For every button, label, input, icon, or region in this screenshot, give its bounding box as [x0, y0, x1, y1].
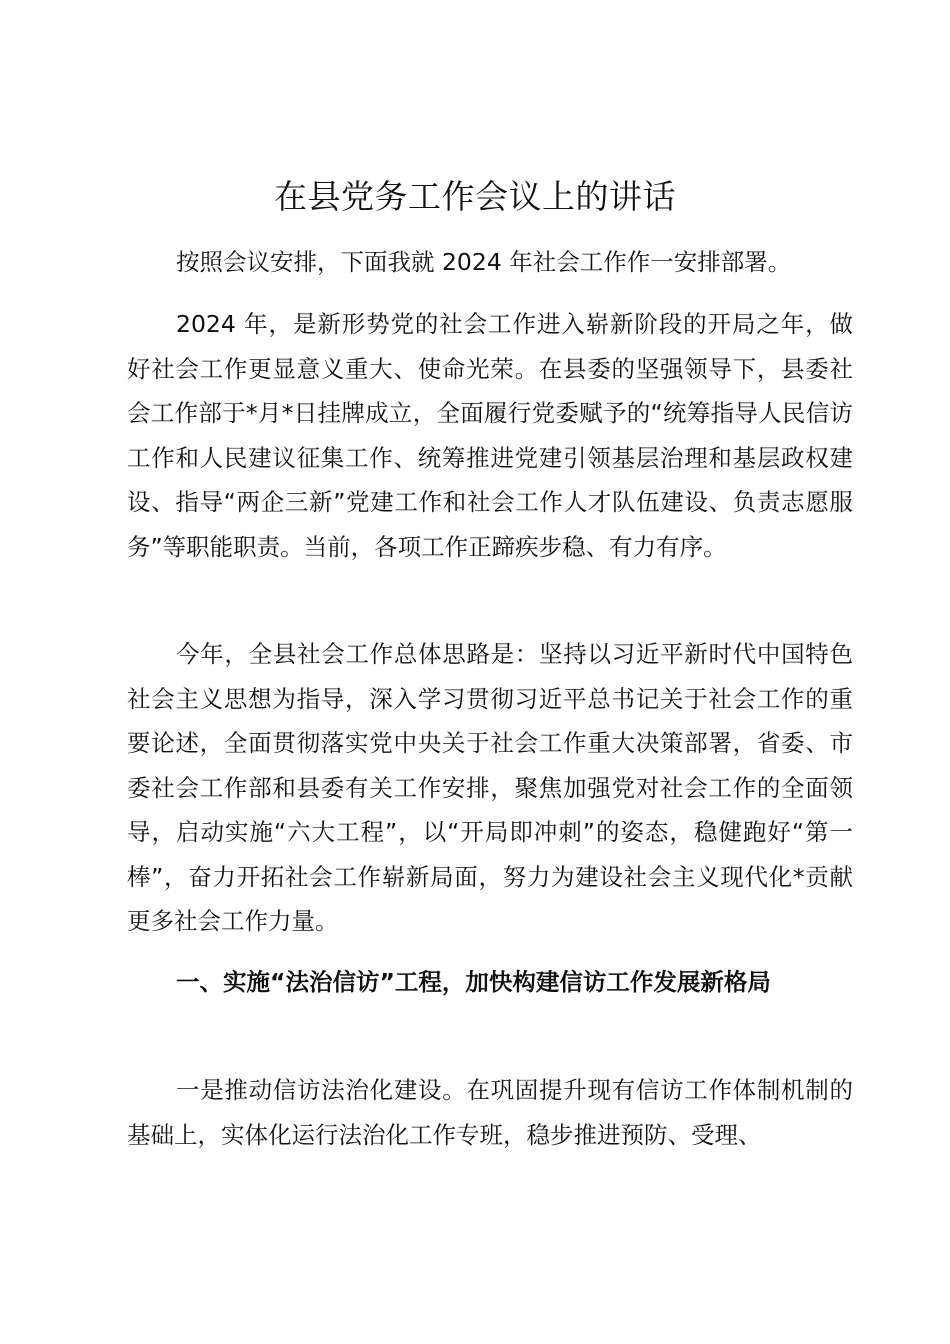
paragraph-background: 2024 年，是新形势党的社会工作进入崭新阶段的开局之年，做好社会工作更显意义重大、使命光荣。在县委的坚强领导下，县委社会工作部于*月*日挂牌成立，全面履行党委赋予的“统筹指导人民信访工作和人民建议征集工作、统筹推进党建引领基层治理和基层政权建设、指导“两企三新”党建工作和社会工作人才队伍建设、负责志愿服务”等职能职责。当前，各项工作正蹄疾步稳、有力有序。: [127, 310, 853, 561]
paragraph-overall-approach: 今年，全县社会工作总体思路是：坚持以习近平新时代中国特色社会主义思想为指导，深入学习贯彻习近平总书记关于社会工作的重要论述，全面贯彻落实党中央关于社会工作重大决策部署，省委、市委社会工作部和县委有关工作安排，聚焦加强党对社会工作的全面领导，启动实施“六大工程”，以“开局即冲刺”的姿态，稳健跑好“第一棒”，奋力开拓社会工作崭新局面，努力为建设社会主义现代化*贡献更多社会工作力量。: [127, 640, 853, 935]
paragraph-intro: 按照会议安排，下面我就 2024 年社会工作作一安排部署。: [176, 248, 792, 276]
paragraph-section-1-point-1: 一是推动信访法治化建设。在巩固提升现有信访工作体制机制的基础上，实体化运行法治化工作专班，稳步推进预防、受理、: [127, 1076, 853, 1149]
section-heading-1: 一、实施“法治信访”工程，加快构建信访工作发展新格局: [176, 968, 771, 996]
document-title: 在县党务工作会议上的讲话: [274, 177, 676, 216]
